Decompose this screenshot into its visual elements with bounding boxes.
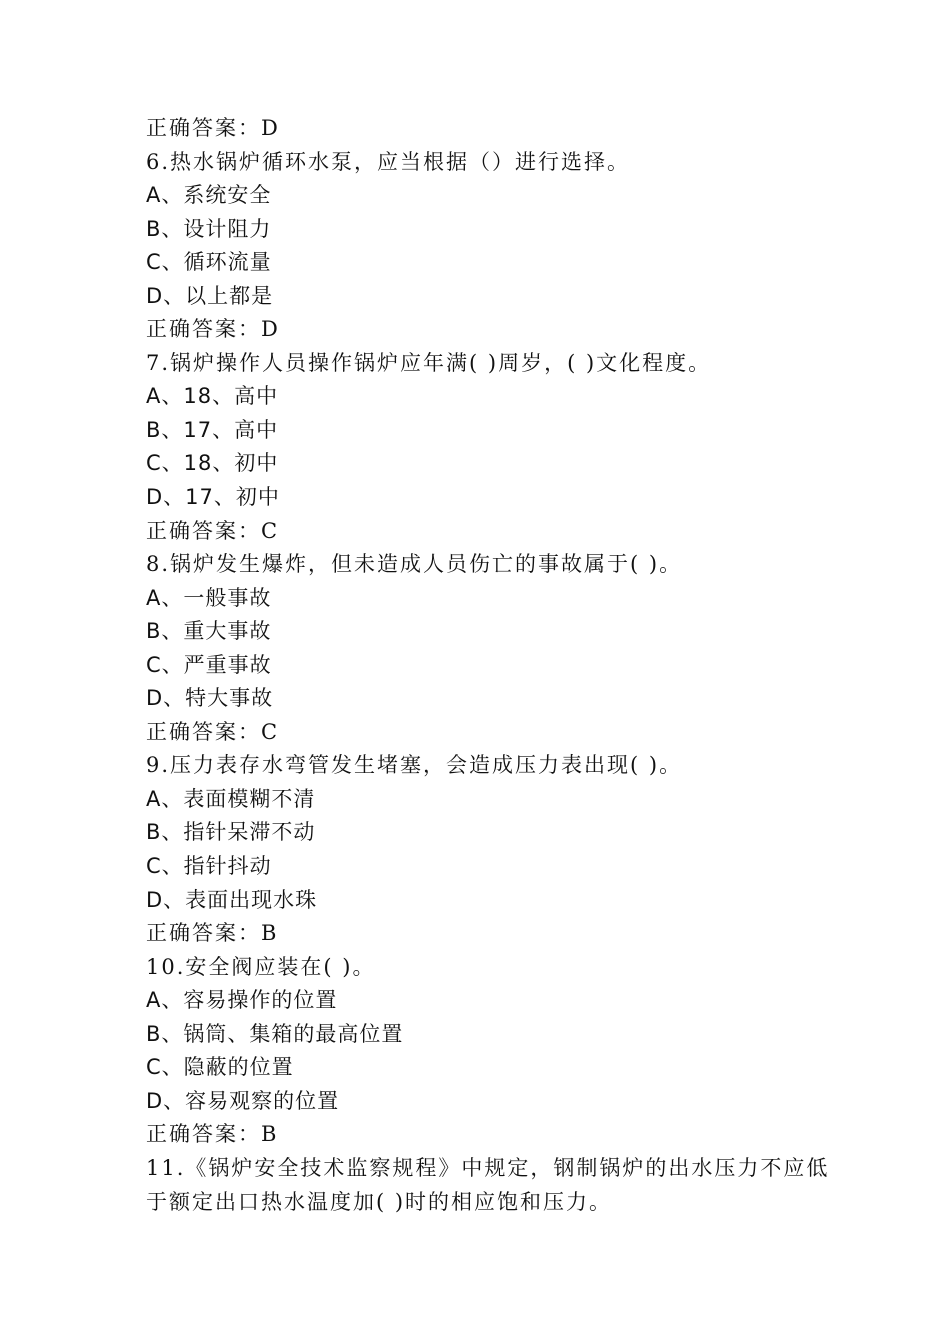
option-item: C、指针抖动 [146,854,272,879]
option-item: C、18、初中 [146,451,279,476]
question-text: 8.锅炉发生爆炸，但未造成人员伤亡的事故属于( )。 [146,552,683,577]
option-item: B、指针呆滞不动 [146,820,316,845]
option-item: B、设计阻力 [146,216,272,241]
question-text: 11.《锅炉安全技术监察规程》中规定，钢制锅炉的出水压力不应低 [146,1155,830,1180]
option-item: A、一般事故 [146,585,272,610]
option-item: A、容易操作的位置 [146,988,338,1013]
option-item: B、锅筒、集箱的最高位置 [146,1021,404,1046]
answer-line: 正确答案：C [146,719,280,744]
answer-line: 正确答案：D [146,116,280,140]
option-item: B、重大事故 [146,619,272,644]
option-item: C、隐蔽的位置 [146,1055,294,1080]
option-item: A、表面模糊不清 [146,786,316,811]
option-item: D、特大事故 [146,686,274,711]
option-item: D、17、初中 [146,485,280,510]
option-item: A、系统安全 [146,183,272,208]
option-item: C、循环流量 [146,250,272,275]
question-text: 于额定出口热水温度加( )时的相应饱和压力。 [146,1189,613,1214]
option-item: C、严重事故 [146,652,272,677]
question-list [146,112,830,1219]
question-text: 10.安全阀应装在( )。 [146,954,376,979]
answer-line: 正确答案：B [146,1122,279,1147]
answer-line: 正确答案：D [146,317,280,342]
answer-line: 正确答案：C [146,518,280,543]
option-item: D、表面出现水珠 [146,887,318,912]
answer-line: 正确答案：B [146,921,279,946]
question-text: 9.压力表存水弯管发生堵塞，会造成压力表出现( )。 [146,753,683,778]
option-item: B、17、高中 [146,417,279,442]
option-item: A、18、高中 [146,384,279,409]
option-item: D、以上都是 [146,283,274,308]
question-text: 6.热水锅炉循环水泵，应当根据（）进行选择。 [146,149,631,174]
option-item: D、容易观察的位置 [146,1088,340,1113]
question-text: 7.锅炉操作人员操作锅炉应年满( )周岁，( )文化程度。 [146,350,712,375]
